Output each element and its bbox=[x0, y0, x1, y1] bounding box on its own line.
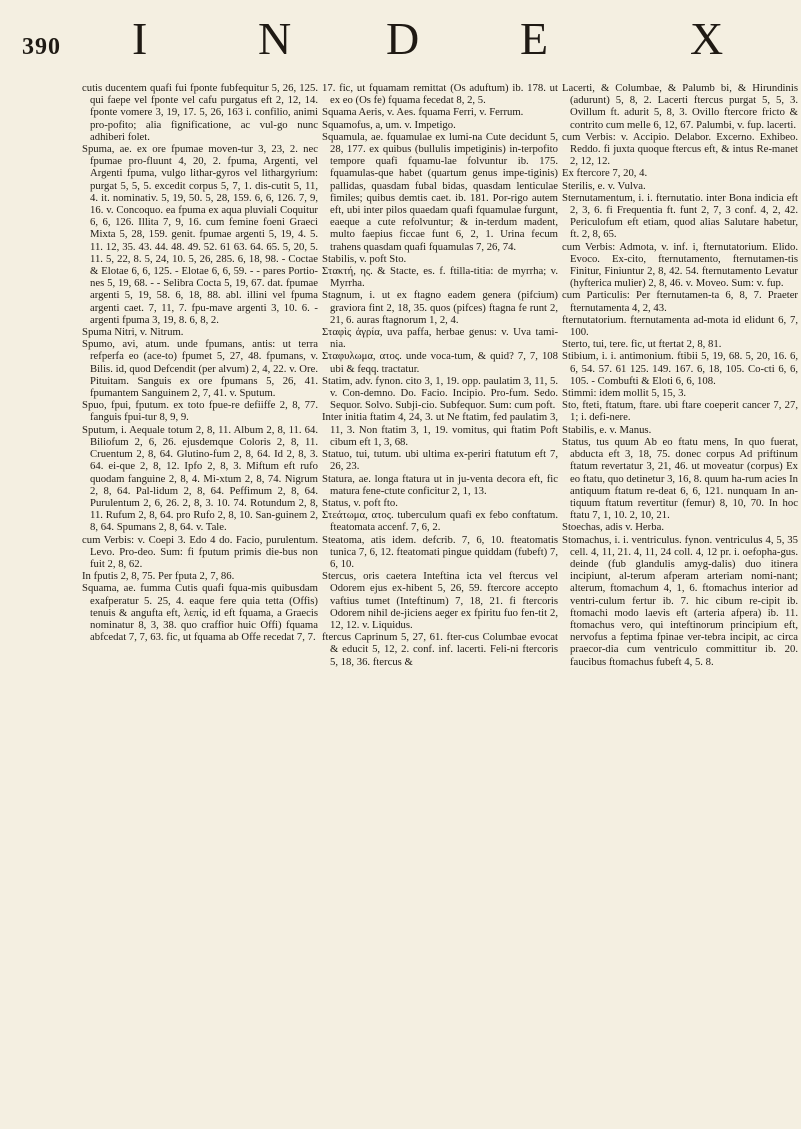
index-entry: Squama Aeris, v. Aes. fquama Ferri, v. Ferrum. bbox=[322, 106, 524, 119]
index-entry: Spuma, ae. ex ore fpumae moven-tur 3, 23, 2. nec fpumae pro-fluunt 4, 20, 2. fpuma, Argenti, vel Argenti fpuma, vulgo lithar-gyros vel lithargyrium: purgat 5, 5, 5. excedit corpus 5, 7, 1. dis-cutit 5, 11, 4. it. nominativ. 5, 19, 50. 5, 28, 159. 6, 6, 126. 7, 9, 16. v. Concoquo. ea fpuma ex aqua pluviali Coquitur 6, 6, 126. Illita 7, 9, 16. cum femine foeni Graeci Mixta 5, 28, 159. genit. fpumae argenti 5, 19, 4. 5. 11. 12, 35. 43. 44. 48. 49. 52. 61 63. 64. 65. 5, 20, 5. 11. 5, 22, 8. 5, 24, 10. 5, 26, 285. 6, 18, 98. - Coctae & Elotae 6, 6, 125. - Elotae 6, 6, 59. - - pares Portio-nes 5, 19, 68. - - Selibra Cocta 5, 19, 67. dat. fpumae argenti 5, 19, 58. 6, 18, 88. abl. illini vel fpuma argenti caet. 7, 11, 7. fpu-mave argenti 3, 10. 6. - argenti fpuma 3, 19, 8. 6, 8, 2. bbox=[82, 143, 318, 326]
page-number: 390 bbox=[22, 34, 61, 60]
index-entry: In fputis 2, 8, 75. Per fputa 2, 7, 86. bbox=[82, 570, 235, 583]
index-entry: Spuma Nitri, v. Nitrum. bbox=[82, 326, 184, 339]
index-entry: Sterto, tui, tere. fic, ut ftertat 2, 8, 81. bbox=[562, 338, 722, 351]
index-column-middle bbox=[322, 82, 558, 1112]
index-entry: Sterilis, e. v. Vulva. bbox=[562, 179, 646, 192]
index-entry: 17. fic, ut fquamam remittat (Os aduftum) ib. 178. ut ex eo (Os fe) fquama fecedat 8, 2, 5. bbox=[322, 82, 558, 107]
index-entry: Stoechas, adis v. Herba. bbox=[562, 521, 664, 534]
index-entry: cum Verbis: Admota, v. inf. i, fternutatorium. Elido. Evoco. Ex-cito, fternutamento, fternutamen-tis Finitur, Finiuntur 2, 8, 42. 54. fternutamento Levatur (hyfterica mulier) 2, 8, 46. v. Moveo. Sum: v. fup. bbox=[562, 240, 798, 290]
index-entry: cum Verbis: v. Coepi 3. Edo 4 do. Facio, purulentum. Levo. Pro-deo. Sum: fi fputum primis die-bus non fuit 2, 8, 62. bbox=[82, 533, 318, 570]
index-entry: Spumo, avi, atum. unde fpumans, antis: ut terra refperfa eo (ace-to) fpumet 5, 27, 48. fpumans, v. Bilis. id, quod Defcendit (per alvum) 2, 4, 22. v. Ore. Pituitam. Sanguis ex ore fpumans 5, 26, 41. fpumantem Sanguinem 2, 7, 41. v. Sputum. bbox=[82, 338, 318, 400]
index-entry: ftercus Caprinum 5, 27, 61. fter-cus Columbae evocat & educit 5, 12, 2. conf. inf. lacerti. Feli-ni ftercoris 5, 18, 36. ftercus & bbox=[322, 631, 558, 668]
index-entry: Lacerti, & Columbae, & Palumb bi, & Hirundinis (adurunt) 5, 8, 2. Lacerti ftercus purgat 5, 5, 3. Ovillum ft. adurit 5, 8, 3. Ovillo ftercore fricto & contrito cum melle 6, 12, 67. Palumbi, v. fup. lacerti. bbox=[562, 82, 798, 131]
index-entry: Statim, adv. fynon. cito 3, 1, 19. opp. paulatim 3, 11, 5. v. Con-demno. Do. Facio. Incipio. Pro-fum. Sedo. Sequor. Solvo. Subji-cio. Subfequor. Sum: cum poft. bbox=[322, 374, 558, 412]
index-column-right bbox=[562, 82, 798, 1112]
index-entry: Steatoma, atis idem. defcrib. 7, 6, 10. fteatomatis tunica 7, 6, 12. fteatomati pingue quiddam (fubeft) 7, 6, 10. bbox=[322, 533, 558, 570]
index-entry: Stabilis, e. v. Manus. bbox=[562, 423, 652, 436]
index-entry: cum Particulis: Per fternutamen-ta 6, 8, 7. Praeter fternutamenta 4, 2, 43. bbox=[562, 289, 798, 314]
index-entry: Inter initia ftatim 4, 24, 3. ut Ne ftatim, fed paulatim 3, 11, 3. Non ftatim 3, 1, 19. vomitus, qui ftatim Poft cibum eft 1, 3, 68. bbox=[322, 411, 558, 448]
heading-letter: E bbox=[520, 13, 551, 64]
index-entry: Status, tus quum Ab eo ftatu mens, In quo fuerat, abducta eft 3, 18, 75. donec corpus Ad priftinum ftatum revertatur 3, 21, 46. ut moveatur (corpus) Ex eo ftatu, quo detinetur 3, 16, 8. quum ha-rum acies In antiquum ftatum re-deat 6, 6, 121. nunquam In an-tiquum ftatum revertitur (femur) 8, 10, 70. In hoc ftatu 7, 1, 10. 2, 10, 21. bbox=[562, 435, 798, 522]
index-entry: Squamofus, a, um. v. Impetigo. bbox=[322, 118, 456, 131]
index-entry: Stabilis, v. poft Sto. bbox=[322, 252, 407, 265]
index-entry: cum Verbis: v. Accipio. Delabor. Excerno. Exhibeo. Reddo. fi juxta quoque ftercus eft, & intus Re-manet 2, 12, 12. bbox=[562, 130, 798, 168]
index-entry: Ex ftercore 7, 20, 4. bbox=[562, 167, 648, 180]
heading-letter: D bbox=[386, 13, 422, 64]
page-header bbox=[0, 8, 801, 68]
index-entry: Stercus, oris caetera Inteftina icta vel ftercus vel Odorem ejus ex-hibent 5, 26, 59. ftercore accepto vaftius tumet (Inteftinum) 7, 18, 21. fi ftercoris Odorem nihil de-jiciens aeger ex fpiritu fuo fen-tit 2, 12, 12. v. Liquidus. bbox=[322, 570, 558, 631]
heading-letter: X bbox=[690, 13, 726, 64]
index-entry: Statuo, tui, tutum. ubi ultima ex-periri ftatutum eft 7, 26, 23. bbox=[322, 448, 558, 473]
index-entry: Stomachus, i. i. ventriculus. fynon. ventriculus 4, 5, 35 cell. 4, 11, 21. 4, 11, 24 coll. 4, 12 pr. i. oefopha-gus. deinde (fub glandulis amyg-dalis) duo itinera incipiunt, al-terum afperam arteriam nomi-nant; alterum, ftomachum 4, 1, 6. ftomachus interior ad ventri-culum fertur ib. 7. hic cibum re-cipit ib. ftomachi modo laevis eft (arteria afpera) ib. 11. ftomachus vero, qui inteftinorum principium eft, nervofus a feptima fpinae ver-tebra incipit, ac circa praecor-dia cum ventriculo committitur ib. 20. faucibus ftomachus fubeft 4, 5. 8. bbox=[562, 533, 798, 668]
index-column-left bbox=[82, 82, 318, 1112]
index-entry: Status, v. poft fto. bbox=[322, 496, 398, 509]
index-entry: Squamula, ae. fquamulae ex lumi-na Cute decidunt 5, 28, 177. ex quibus (bullulis impetiginis) in-terpofito tempore quafi fquamu-lae folvuntur ib. 175. fquamulas-que habet (quartum genus impe-tiginis) pallidas, quasdam fubal bidas, quasdam lenticulae fimiles; quibus demtis caet. ib. 181. Por-rigo autem eft, ubi inter pilos quaedam quafi fquamulae furgunt, eaeque a cute refolvuntur; & in-terdum madent, multo faepius ficcae funt 6, 2, 1. Urina fecum trahens quasdam quafi fquamulas 7, 26, 74. bbox=[322, 130, 558, 253]
index-entry: Spuo, fpui, fputum. ex toto fpue-re defiiffe 2, 8, 77. fanguis fpui-tur 8, 9, 9. bbox=[82, 399, 318, 424]
heading-letter: I bbox=[132, 13, 150, 64]
index-entry: Sto, fteti, ftatum, ftare. ubi ftare coeperit cancer 7, 27, 1; i. defi-nere. bbox=[562, 399, 798, 424]
index-entry: Stagnum, i. ut ex ftagno eadem genera (pifcium) graviora fint 2, 18, 35. quos (pifces) ftagna fe runt 2, 21, 6. auras ftagnorum 1, 2, 4. bbox=[322, 289, 558, 326]
index-entry: Squama, ae. fumma Cutis quafi fqua-mis quibusdam exafperatur 5. 25, 4. eaque fere quia tetta (Offis) tenuis & angufta eft, λεπίς, id eft fquama, a Graecis nominatur 8, 3, 38. quo craffior huic Offi) fquama abfcedat 7, 7, 63. fic, ut fquama ab Offe recedat 7, 7. bbox=[82, 582, 318, 644]
index-entry: Stimmi: idem mollit 5, 15, 3. bbox=[562, 387, 687, 400]
heading-letter: N bbox=[258, 13, 294, 64]
index-entry: Σταφὶς ἀγρία, uva paffa, herbae genus: v. Uva tami-nia. bbox=[322, 326, 558, 351]
index-entry: Σταφυλωμα, ατος. unde voca-tum, & quid? 7, 7, 108 ubi & feqq. tractatur. bbox=[322, 350, 558, 375]
index-entry: Stibium, i. i. antimonium. ftibii 5, 19, 68. 5, 20, 16. 6, 6, 54. 57. 61 125. 149. 167. 6, 18, 105. Co-cti 6, 6, 105. - Combufti & Eloti 6, 6, 108. bbox=[562, 350, 798, 387]
index-entry: Στεάτωμα, ατος. tuberculum quafi ex febo conftatum. fteatomata accenf. 7, 6, 2. bbox=[322, 509, 558, 534]
index-entry: Sputum, i. Aequale totum 2, 8, 11. Album 2, 8, 11. 64. Biliofum 2, 6, 26. ejusdemque Coloris 2, 8, 11. Cruentum 2, 8, 64. Glutino-fum 2, 8, 64. Id 2, 8, 3. 64. ei-que 2, 8, 12. Ipfo 2, 8, 3. Miftum eft rufo quodam fanguine 2, 8, 4. Mi-xtum 2, 8, 74. Nigrum 2, 8, 64. Pal-lidum 2, 8, 64. Peffimum 2, 8, 64. Purulentum 2, 6, 26. 2, 8, 3. 10. 74. Rotundum 2, 8, 11. Rufum 2, 8, 64. pro Rufo 2, 8, 10. San-guinem 2, 8, 64. Spumans 2, 8, 64. v. Tale. bbox=[82, 423, 318, 534]
index-entry: cutis ducentem quafi fui fponte fubfequitur 5, 26, 125. qui faepe vel fponte vel cafu purgatus eft 2, 12, 14. fponte vomere 3, 19, 17. 5, 26, 163 i. confilio, animi pro-pofito; alia fignificatione, ac vul-go nunc adhiberi folet. bbox=[82, 82, 318, 143]
index-entry: Sternutamentum, i. i. fternutatio. inter Bona indicia eft 2, 3, 6. fi Frequentia ft. funt 2, 7, 3 conf. 4, 2, 42. Periculofum eft etiam, quod alias Salutare habetur, ft. 2, 8, 65. bbox=[562, 191, 798, 241]
index-entry: Στακτή, ης. & Stacte, es. f. ftilla-titia: de myrrha; v. Myrrha. bbox=[322, 265, 558, 290]
index-entry: Statura, ae. longa ftatura ut in ju-venta decora eft, fic matura fene-ctute conficitur 2, 1, 13. bbox=[322, 472, 558, 497]
index-entry: fternutatorium. fternutamenta ad-mota id elidunt 6, 7, 100. bbox=[562, 313, 798, 339]
